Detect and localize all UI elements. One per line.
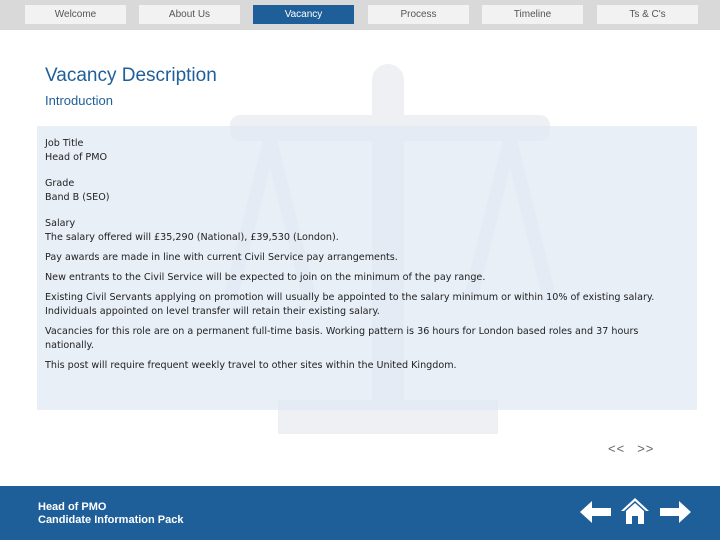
salary-label: Salary [45, 218, 76, 229]
pay-awards-paragraph: Pay awards are made in line with current Civil Service pay arrangements. [45, 252, 398, 263]
grade-value: Band B (SEO) [45, 192, 110, 203]
pager [608, 441, 666, 456]
travel-paragraph: This post will require frequent weekly travel to other sites within the United Kingdom. [45, 360, 457, 371]
next-page-link[interactable]: >> [637, 441, 655, 456]
tab-about-us[interactable]: About Us [139, 5, 240, 24]
new-entrants-paragraph: New entrants to the Civil Service will be expected to join on the minimum of the pay range. [45, 272, 486, 283]
tab-welcome[interactable]: Welcome [25, 5, 126, 24]
footer-pack-title: Candidate Information Pack [38, 514, 184, 526]
existing-civil-servants-paragraph: Existing Civil Servants applying on promotion will usually be appointed to the salary minimum or within 10% of existing salary. Individuals appointed on level transfer will retain their existing salary. [45, 292, 655, 317]
working-pattern-paragraph: Vacancies for this role are on a permanent full-time basis. Working pattern is 36 hours for London based roles and 37 hours nationally. [45, 326, 639, 351]
footer-role: Head of PMO [38, 501, 107, 513]
page-subtitle: Introduction [45, 93, 113, 108]
tab-terms[interactable]: Ts & C's [597, 5, 698, 24]
back-arrow-icon[interactable] [580, 498, 612, 526]
salary-paragraph: The salary offered will £35,290 (National), £39,530 (London). [45, 232, 339, 243]
footer [0, 486, 720, 540]
job-title-label: Job Title [45, 138, 84, 149]
forward-arrow-icon[interactable] [660, 498, 692, 526]
home-icon[interactable] [620, 496, 650, 526]
previous-page-link[interactable]: << [608, 441, 626, 456]
grade-label: Grade [45, 178, 75, 189]
tab-process[interactable]: Process [368, 5, 469, 24]
tab-timeline[interactable]: Timeline [482, 5, 583, 24]
vacancy-details [37, 126, 697, 410]
job-title-value: Head of PMO [45, 152, 108, 163]
top-navigation [0, 0, 720, 30]
tab-vacancy[interactable]: Vacancy [253, 5, 354, 24]
page-title: Vacancy Description [45, 65, 217, 86]
